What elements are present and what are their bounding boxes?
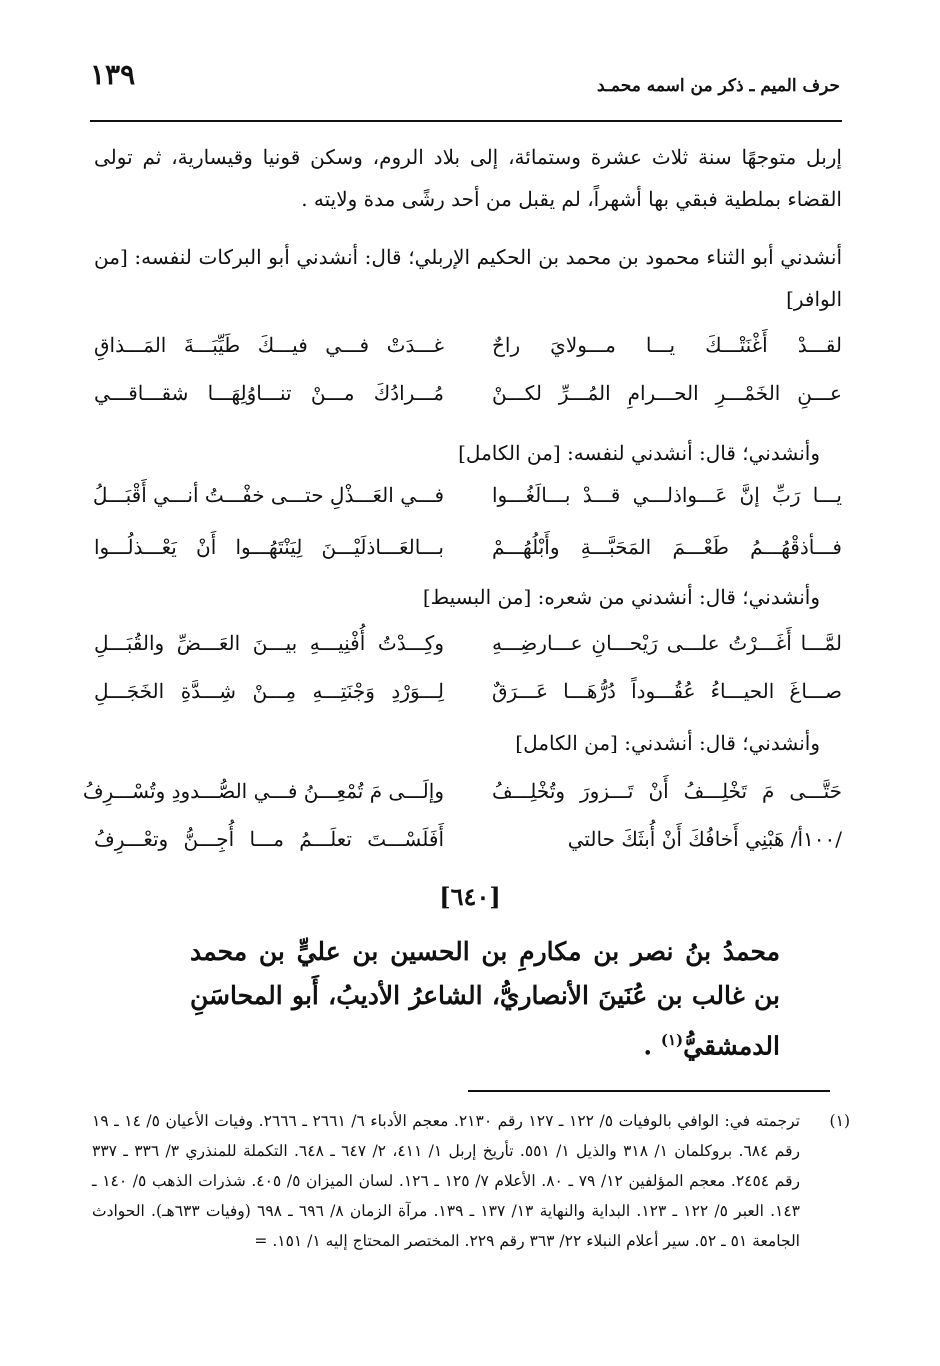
poem-3-intro xyxy=(94,576,842,618)
poem-1 xyxy=(94,324,842,414)
poem-4-intro xyxy=(94,722,842,764)
verse-line xyxy=(94,372,842,414)
page-header xyxy=(90,58,850,98)
header-rule xyxy=(90,120,842,122)
verse-line xyxy=(94,622,842,664)
poem-intro-text: وأنشدني؛ قال: أنشدني من شعره: [من البسيط] xyxy=(422,585,820,609)
verse-line xyxy=(94,474,842,516)
footnote-rule xyxy=(468,1090,830,1092)
second-hemistich: وإلَـــى مَ تُمْعِـــنُ فـــي الصُّـــدودِ وتُسْـــرِفُ xyxy=(82,779,444,803)
first-hemistich: لمَّـــا أَغَـــرْتُ علـــى رَيْحـــانِ عـــارضِـــهِ xyxy=(492,631,842,655)
verse-line xyxy=(94,670,842,712)
poem-intro-text: وأنشدني؛ قال: أنشدني: [من الكامل] xyxy=(515,731,820,755)
poem-4 xyxy=(82,770,842,860)
entry-heading xyxy=(190,930,780,1068)
first-hemistich: صـــاغَ الحيـــاءُ عُقُـــوداً دُرُّهَـــا عَـــرَقٌ xyxy=(492,679,842,703)
second-hemistich: لِـــوَرْدِ وَجْنَتِـــهِ مِـــنْ شِـــدَّةِ الخَجَـــلِ xyxy=(94,679,444,703)
footnote-reference[interactable]: (١) xyxy=(660,1031,684,1049)
narration-paragraph: أنشدني أبو الثناء محمود بن محمد بن الحكيم الإربلي؛ قال: أنشدني أبو البركات لنفسه: [من الوافر] xyxy=(94,245,842,311)
entry-number: [٦٤٠] xyxy=(439,882,501,911)
first-hemistich: عـــنِ الخَمْـــرِ الحـــرامِ المُـــرِّ لكـــنْ xyxy=(492,381,842,405)
entry-heading-end: . xyxy=(643,1031,661,1061)
running-title: حرف الميم ـ ذكر من اسمه محمـد xyxy=(597,76,840,96)
second-hemistich: مُـــرادُكَ مـــنْ تنـــاوُلِهَـــا شقـــاقـــي xyxy=(94,381,444,405)
verse-line xyxy=(94,324,842,366)
first-hemistich: حَتَّـــى مَ تَخْلِـــفُ أَنْ تَـــزورَ وتُخْلِـــفُ xyxy=(492,779,842,803)
entry-heading-text: محمدُ بنُ نصر بن مكارمِ بن الحسين بن عليٍّ بن محمد بن غالب بن عُنَينَ الأنصاريُّ، الشاعرُ الأديبُ، أَبو المحاسَنِ الدمشقيُّ xyxy=(190,937,780,1061)
poem-2-intro xyxy=(94,432,842,474)
first-hemistich: يـــا رَبِّ إنَّ عَـــواذلـــي قـــدْ بـــالَغُـــوا xyxy=(492,483,842,507)
second-hemistich: فـــي العَـــذْلِ حتـــى خفْـــتُ أنـــي أَقْبَـــلُ xyxy=(92,483,444,507)
first-hemistich: /١٠٠أ/ هَبْنِي أَخافُكَ أَنْ أُبثَكَ حالتي xyxy=(567,827,842,851)
page-number: ١٣٩ xyxy=(90,58,136,91)
verse-line xyxy=(94,526,842,568)
footnote xyxy=(92,1106,850,1256)
verse-line xyxy=(94,818,842,860)
poem-2 xyxy=(94,474,842,568)
first-hemistich: لقـــدْ أَغْنَتْـــكَ يـــا مـــولايَ راحٌ xyxy=(492,333,842,357)
second-hemistich: غـــدَتْ فـــي فيـــكَ طَيِّبَـــةَ المَـــذاقِ xyxy=(94,333,444,357)
poem-intro-text: وأنشدني؛ قال: أنشدني لنفسه: [من الكامل] xyxy=(458,441,820,465)
poem-3 xyxy=(94,622,842,712)
second-hemistich: بـــالعَـــاذلَيْـــنَ لِيَنْتَهُـــوا أَنْ يَعْـــذلُـــوا xyxy=(94,535,444,559)
second-hemistich: وكِـــدْتُ أُفْنِيـــهِ بيـــنَ العَـــضِّ والقُبَـــلِ xyxy=(94,631,444,655)
intro-paragraph: إربل متوجهًا سنة ثلاث عشرة وستمائة، إلى بلاد الروم، وسكن قونيا وقيسارية، ثم تولى القضاء بملطية فبقي بها أشهراً، لم يقبل من أحد رشًى مدة ولايته . xyxy=(94,145,842,211)
verse-line xyxy=(82,770,842,812)
footnote-text: ترجمته في: الوافي بالوفيات ٥/ ١٢٢ ـ ١٢٧ رقم ٢١٣٠. معجم الأدباء ٦/ ٢٦٦١ ـ ٢٦٦٦. وفيات الأعيان ٥/ ١٤ ـ ١٩ رقم ٦٨٤. بروكلمان ١/ ٣١٨ والذيل ١/ ٥٥١. تأريخ إربل ١/ ٤١١، ٢/ ٦٤٧ ـ ٦٤٨. التكملة للمنذري ٣/ ٣٣٦ ـ ٣٣٧ رقم ٢٤٥٤. معجم المؤلفين ١٢/ ٧٩ ـ ٨٠. الأعلام ٧/ ١٢٥ ـ ١٢٦. لسان الميزان ٥/ ٤٠٥. شذرات الذهب ٥/ ١٤٠ ـ ١٤٣. العبر ٥/ ١٢٢ ـ ١٢٣. البداية والنهاية ١٣/ ١٣٧ ـ ١٣٩. مرآة الزمان ٨/ ٦٩٦ ـ ٦٩٨ (وفيات ٦٣٣هـ). الحوادث الجامعة ٥١ ـ ٥٢. سير أعلام النبلاء ٢٢/ ٣٦٣ رقم ٢٢٩. المختصر المحتاج إليه ١/ ١٥١. = xyxy=(92,1112,801,1250)
first-hemistich: فـــأذقْهُـــمُ طَعْـــمَ المَحَبَّـــةِ وأَبْلُهُـــمْ xyxy=(492,535,842,559)
footnote-number: (١) xyxy=(829,1112,850,1130)
second-hemistich: أَفَلَسْـــتَ تعلَـــمُ مـــا أُجِـــنُّ وتعْـــرِفُ xyxy=(94,827,444,851)
